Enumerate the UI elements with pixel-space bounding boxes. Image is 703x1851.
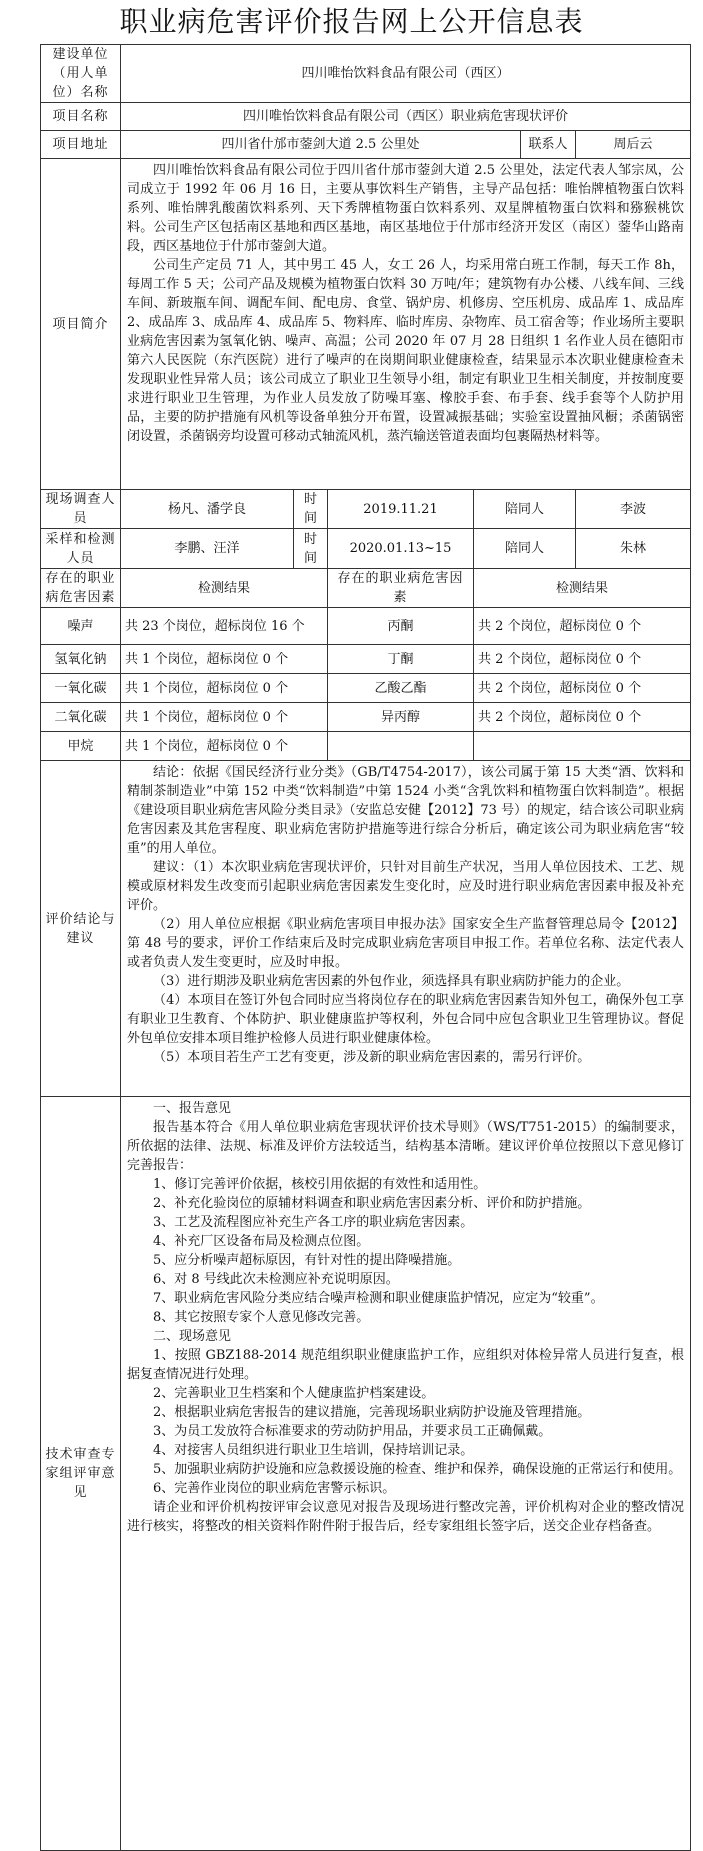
survey-time-label: 时间: [294, 490, 328, 529]
conclusion-paragraph: 结论：依据《国民经济行业分类》（GB/T4754-2017），该公司属于第 15 大类“酒、饮料和精制茶制造业”中第 152 中类“饮料制造”中第 1524 小类“含乳饮料和植物蛋白饮料制造”。根据《建设项目职业病危害风险分类目录》（安监总安健【2012】73 号）的规定，结合该公司职业病危害因素及其危害程度、职业病危害防护措施等进行综合分析后，确定该公司为职业病危害“较重”的用人单位。: [127, 765, 685, 856]
hazard-factor-header: 存在的职业病危害因素: [328, 569, 474, 608]
conclusion-content: [121, 761, 691, 1097]
sampling-accompany: 朱林: [576, 529, 691, 569]
survey-row: [41, 490, 691, 529]
conclusion-label: 评价结论与建议: [41, 761, 121, 1097]
review-item: 6、完善作业岗位的职业病危害警示标识。: [153, 1481, 396, 1496]
review-item: 3、为员工发放符合标准要求的劳动防护用品，并要求员工正确佩戴。: [153, 1424, 552, 1439]
sampling-label: 采样和检测人员: [41, 529, 121, 569]
intro-label: 项目简介: [41, 159, 121, 490]
review-section-title: 一、报告意见: [153, 1101, 232, 1116]
review-item: 3、工艺及流程图应补充生产各工序的职业病危害因素。: [153, 1215, 474, 1230]
review-item: 2、根据职业病危害报告的建议措施，完善现场职业病防护设施及管理措施。: [153, 1405, 591, 1420]
sampling-time-label: 时间: [294, 529, 328, 569]
hazard-factor: 异丙醇: [328, 703, 474, 732]
hazard-factor: 一氧化碳: [41, 674, 121, 703]
review-item: 5、加强职业病防护设施和应急救援设施的检查、维护和保养，确保设施的正常运行和使用。: [153, 1462, 682, 1477]
conclusion-row: [41, 761, 691, 1097]
conclusion-paragraph: （3）进行期涉及职业病危害因素的外包作业，须选择具有职业病防护能力的企业。: [153, 974, 630, 989]
review-row: [41, 1097, 691, 1851]
hazard-result: 共 1 个岗位，超标岗位 0 个: [121, 645, 328, 674]
conclusion-paragraph: （2）用人单位应根据《职业病危害项目申报办法》国家安全生产监督管理总局令【2012】第 48 号的要求，评价工作结束后及时完成职业病危害项目申报工作。若单位名称、法定代表人或者负责人发生变更时，应及时申报。: [127, 917, 685, 970]
contact-label: 联系人: [521, 131, 576, 159]
survey-accompany-label: 陪同人: [474, 490, 576, 529]
review-item: 2、补充化验岗位的原辅材料调查和职业病危害因素分析、评价和防护措施。: [153, 1196, 591, 1211]
survey-accompany: 李波: [576, 490, 691, 529]
review-item: 7、职业病危害风险分类应结合噪声检测和职业健康监护情况，应定为“较重”。: [153, 1291, 604, 1306]
review-item: 6、对 8 号线此次未检测应补充说明原因。: [153, 1272, 399, 1287]
hazard-row: [41, 732, 691, 761]
hazard-factor: 噪声: [41, 608, 121, 645]
unit-row: [41, 45, 691, 103]
intro-paragraph: 公司生产定员 71 人，其中男工 45 人，女工 26 人，均采用常白班工作制，每天工作 8h，每周工作 5 天；公司产品及规模为植物蛋白饮料 30 万吨/年；建筑物有办公楼、八线车间、三线车间、新玻瓶车间、调配车间、配电房、食堂、锅炉房、机修房、空压机房、成品库 1、成品库 2、成品库 3、成品库 4、成品库 5、物料库、临时库房、杂物库、员工宿舍等；作业场所主要职业病危害因素为氢氧化钠、噪声、高温；公司 2020 年 07 月 28 日组织 1 名作业人员在德阳市第六人民医院（东汽医院）进行了噪声的在岗期间职业健康检查，结果显示本次职业健康检查未发现职业性异常人员；该公司成立了职业卫生领导小组，制定有职业卫生相关制度，并按制度要求进行职业卫生管理，为作业人员发放了防噪耳塞、橡胶手套、布手套、线手套等个人防护用品，主要的防护措施有风机等设备单独分开布置，设置减振基础；实验室设置抽风橱；杀菌锅密闭设置，杀菌锅旁均设置可移动式轴流风机，蒸汽输送管道表面均包裹隔热材料等。: [127, 258, 685, 444]
review-closing: 请企业和评价机构按评审会议意见对报告及现场进行整改完善，评价机构对企业的整改情况进行核实，将整改的相关资料作附件附于报告后，经专家组组长签字后，送交企业存档备查。: [127, 1500, 685, 1534]
hazard-factor: 二氧化碳: [41, 703, 121, 732]
hazard-factor: 氢氧化钠: [41, 645, 121, 674]
review-label: 技术审查专家组评审意见: [41, 1097, 121, 1851]
review-item: 1、按照 GBZ188-2014 规范组织职业健康监护工作，应组织对体检异常人员进行复查，根据复查情况进行处理。: [127, 1348, 685, 1382]
hazard-result: 共 1 个岗位，超标岗位 0 个: [121, 674, 328, 703]
sampling-accompany-label: 陪同人: [474, 529, 576, 569]
hazard-result: 共 2 个岗位，超标岗位 0 个: [474, 645, 691, 674]
unit-label: 建设单位（用人单位）名称: [41, 45, 121, 103]
hazard-result-empty: [474, 732, 691, 761]
review-content: [121, 1097, 691, 1851]
hazard-result: 共 1 个岗位，超标岗位 0 个: [121, 732, 328, 761]
project-address-value: 四川省什邡市蓥剑大道 2.5 公里处: [121, 131, 521, 159]
hazard-result-header: 检测结果: [474, 569, 691, 608]
info-table: [40, 44, 691, 1851]
sampling-time: 2020.01.13~15: [328, 529, 474, 569]
hazard-factor: 丁酮: [328, 645, 474, 674]
hazard-result: 共 1 个岗位，超标岗位 0 个: [121, 703, 328, 732]
intro-row: [41, 159, 691, 490]
project-address-row: [41, 131, 691, 159]
hazard-result: 共 23 个岗位，超标岗位 16 个: [121, 608, 328, 645]
hazard-factor: 甲烷: [41, 732, 121, 761]
contact-value: 周后云: [576, 131, 691, 159]
survey-time: 2019.11.21: [328, 490, 474, 529]
sampling-row: [41, 529, 691, 569]
hazard-result: 共 2 个岗位，超标岗位 0 个: [474, 703, 691, 732]
conclusion-paragraph: （4）本项目在签订外包合同时应当将岗位存在的职业病危害因素告知外包工，确保外包工享有职业卫生教育、个体防护、职业健康监护等权利，外包合同中应包含职业卫生管理协议。督促外包单位安排本项目维护检修人员进行职业健康体检。: [127, 993, 685, 1046]
hazard-result-header: 检测结果: [121, 569, 328, 608]
hazard-header-row: [41, 569, 691, 608]
hazard-row: [41, 674, 691, 703]
hazard-row: [41, 645, 691, 674]
page-title: 职业病危害评价报告网上公开信息表: [119, 5, 584, 38]
hazard-result: 共 2 个岗位，超标岗位 0 个: [474, 674, 691, 703]
conclusion-paragraph: 建议：（1）本次职业病危害现状评价，只针对目前生产状况，当用人单位因技术、工艺、规模或原材料发生改变而引起职业病危害因素发生变化时，应及时进行职业病危害因素申报及补充评价。: [127, 860, 685, 913]
hazard-factor-empty: [328, 732, 474, 761]
hazard-factor-header: 存在的职业病危害因素: [41, 569, 121, 608]
review-item: 4、补充厂区设备布局及检测点位图。: [153, 1234, 370, 1249]
hazard-factor: 丙酮: [328, 608, 474, 645]
project-name-label: 项目名称: [41, 103, 121, 131]
review-item: 8、其它按照专家个人意见修改完善。: [153, 1310, 370, 1325]
hazard-row: [41, 703, 691, 732]
review-item: 2、完善职业卫生档案和个人健康监护档案建设。: [153, 1386, 435, 1401]
review-intro: 报告基本符合《用人单位职业病危害现状评价技术导则》（WS/T751-2015）的编制要求，所依据的法律、法规、标准及评价方法较适当，结构基本清晰。建议评价单位按照以下意见修订完善报告：: [127, 1120, 685, 1173]
unit-value: 四川唯怡饮料食品有限公司（西区）: [121, 45, 691, 103]
review-item: 1、修订完善评价依据，核校引用依据的有效性和适用性。: [153, 1177, 487, 1192]
sampling-people: 李鹏、汪洋: [121, 529, 294, 569]
review-item: 4、对接害人员组织进行职业卫生培训，保持培训记录。: [153, 1443, 474, 1458]
review-section-title: 二、现场意见: [153, 1329, 232, 1344]
survey-people: 杨凡、潘学良: [121, 490, 294, 529]
review-item: 5、应分析噪声超标原因，有针对性的提出降噪措施。: [153, 1253, 461, 1268]
conclusion-paragraph: （5）本项目若生产工艺有变更，涉及新的职业病危害因素的，需另行评价。: [153, 1050, 591, 1065]
intro-content: [121, 159, 691, 490]
hazard-factor: 乙酸乙酯: [328, 674, 474, 703]
hazard-result: 共 2 个岗位，超标岗位 0 个: [474, 608, 691, 645]
project-name-value: 四川唯怡饮料食品有限公司（西区）职业病危害现状评价: [121, 103, 691, 131]
survey-label: 现场调查人员: [41, 490, 121, 529]
project-address-label: 项目地址: [41, 131, 121, 159]
intro-paragraph: 四川唯怡饮料食品有限公司位于四川省什邡市蓥剑大道 2.5 公里处，法定代表人邹宗凤，公司成立于 1992 年 06 月 16 日，主要从事饮料生产销售，主导产品包括：唯怡牌植物蛋白饮料系列、唯怡牌乳酸菌饮料系列、天下秀牌植物蛋白饮料系列、双星牌植物蛋白饮料和猕猴桃饮料。公司生产区包括南区基地和西区基地，南区基地位于什邡市经济开发区（南区）蓥华山路南段，西区基地位于什邡市蓥剑大道。: [127, 163, 685, 254]
hazard-row: [41, 608, 691, 645]
project-name-row: [41, 103, 691, 131]
